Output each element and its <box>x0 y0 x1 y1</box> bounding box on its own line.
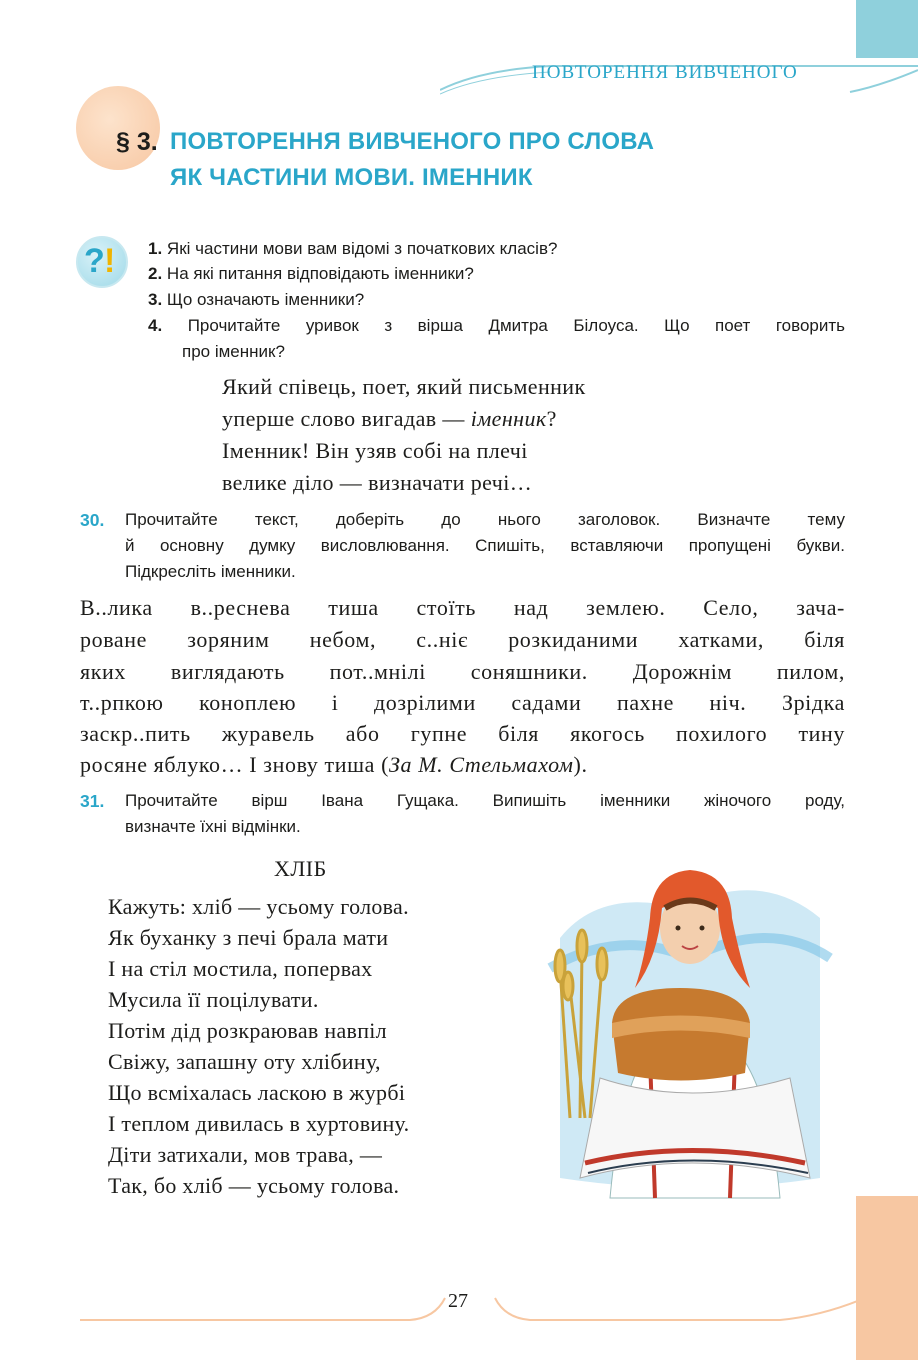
text-line: заскр..пить журавель або гупне біля якогось похилого тину <box>80 721 845 746</box>
exercise-instruction: Підкресліть іменники. <box>125 562 296 581</box>
page-number: 27 <box>448 1290 468 1312</box>
paragraph-number: § 3. <box>116 128 158 156</box>
poem-line: Іменник! Він узяв собі на плечі <box>222 438 528 463</box>
poem-line: Діти затихали, мов трава, — <box>108 1142 383 1167</box>
text-line: росяне яблуко… І знову тиша (За М. Стельмахом). <box>80 752 588 777</box>
question-4: 4. Прочитайте уривок з вірша Дмитра Білоуса. Що поет говорить <box>148 316 846 335</box>
text-line: роване зоряним небом, с..ніє розкиданими хатками, біля <box>80 627 845 652</box>
poem-line: велике діло — визначати речі… <box>222 470 533 495</box>
side-corner-tab <box>856 1196 918 1360</box>
poem-line: І на стіл мостила, попервах <box>108 956 373 981</box>
poem-line: Потім дід розкраював навпіл <box>108 1018 387 1043</box>
exercise-instruction: й основну думку висловлювання. Спишіть, вставляючи пропущені букви. <box>125 536 845 555</box>
poem-line: Що всміхалась ласкою в журбі <box>108 1080 406 1105</box>
poem-line: Як буханку з печі брала мати <box>108 925 389 950</box>
footer-swoosh-decoration <box>80 1290 860 1330</box>
question-4-continued: про іменник? <box>182 342 285 361</box>
exercise-instruction: Прочитайте вірш Івана Гущака. Випишіть іменники жіночого роду, <box>125 791 845 810</box>
woman-with-bread-illustration <box>540 848 840 1208</box>
question-exclamation-icon: ? ! <box>76 236 128 288</box>
section-title-line-2: ЯК ЧАСТИНИ МОВИ. ІМЕННИК <box>170 164 533 191</box>
exercise-instruction: Прочитайте текст, доберіть до нього заголовок. Визначте тему <box>125 510 845 529</box>
question-3: 3. Що означають іменники? <box>148 290 365 309</box>
poem-line: Мусила її поцілувати. <box>108 987 319 1012</box>
question-2: 2. На які питання відповідають іменники? <box>148 264 474 283</box>
poem-line: Який співець, поет, який письменник <box>222 374 586 399</box>
text-line: В..лика в..реснева тиша стоїть над землею. Село, зача- <box>80 595 845 620</box>
poem-line: І теплом дивилась в хуртовину. <box>108 1111 410 1136</box>
poem-line: Так, бо хліб — усьому голова. <box>108 1173 400 1198</box>
poem-line: Свіжу, запашну оту хлібину, <box>108 1049 381 1074</box>
question-1: 1. Які частини мови вам відомі з початкових класів? <box>148 239 558 258</box>
exercise-number: 30. <box>80 510 105 530</box>
section-title-line-1: ПОВТОРЕННЯ ВИВЧЕНОГО ПРО СЛОВА <box>170 128 655 155</box>
exercise-number: 31. <box>80 791 105 811</box>
text-line: яких виглядають пот..мнілі соняшники. Дорожнім пилом, <box>80 659 845 684</box>
running-head: ПОВТОРЕННЯ ВИВЧЕНОГО <box>532 62 798 83</box>
poem-line: Кажуть: хліб — усьому голова. <box>108 894 409 919</box>
text-line: т..рпкою коноплею і дозрілими садами пахне ніч. Зрідка <box>80 690 845 715</box>
poem-title: ХЛІБ <box>274 856 327 881</box>
poem-line: уперше слово вигадав — іменник? <box>222 406 557 431</box>
exercise-instruction: визначте їхні відмінки. <box>125 817 301 836</box>
